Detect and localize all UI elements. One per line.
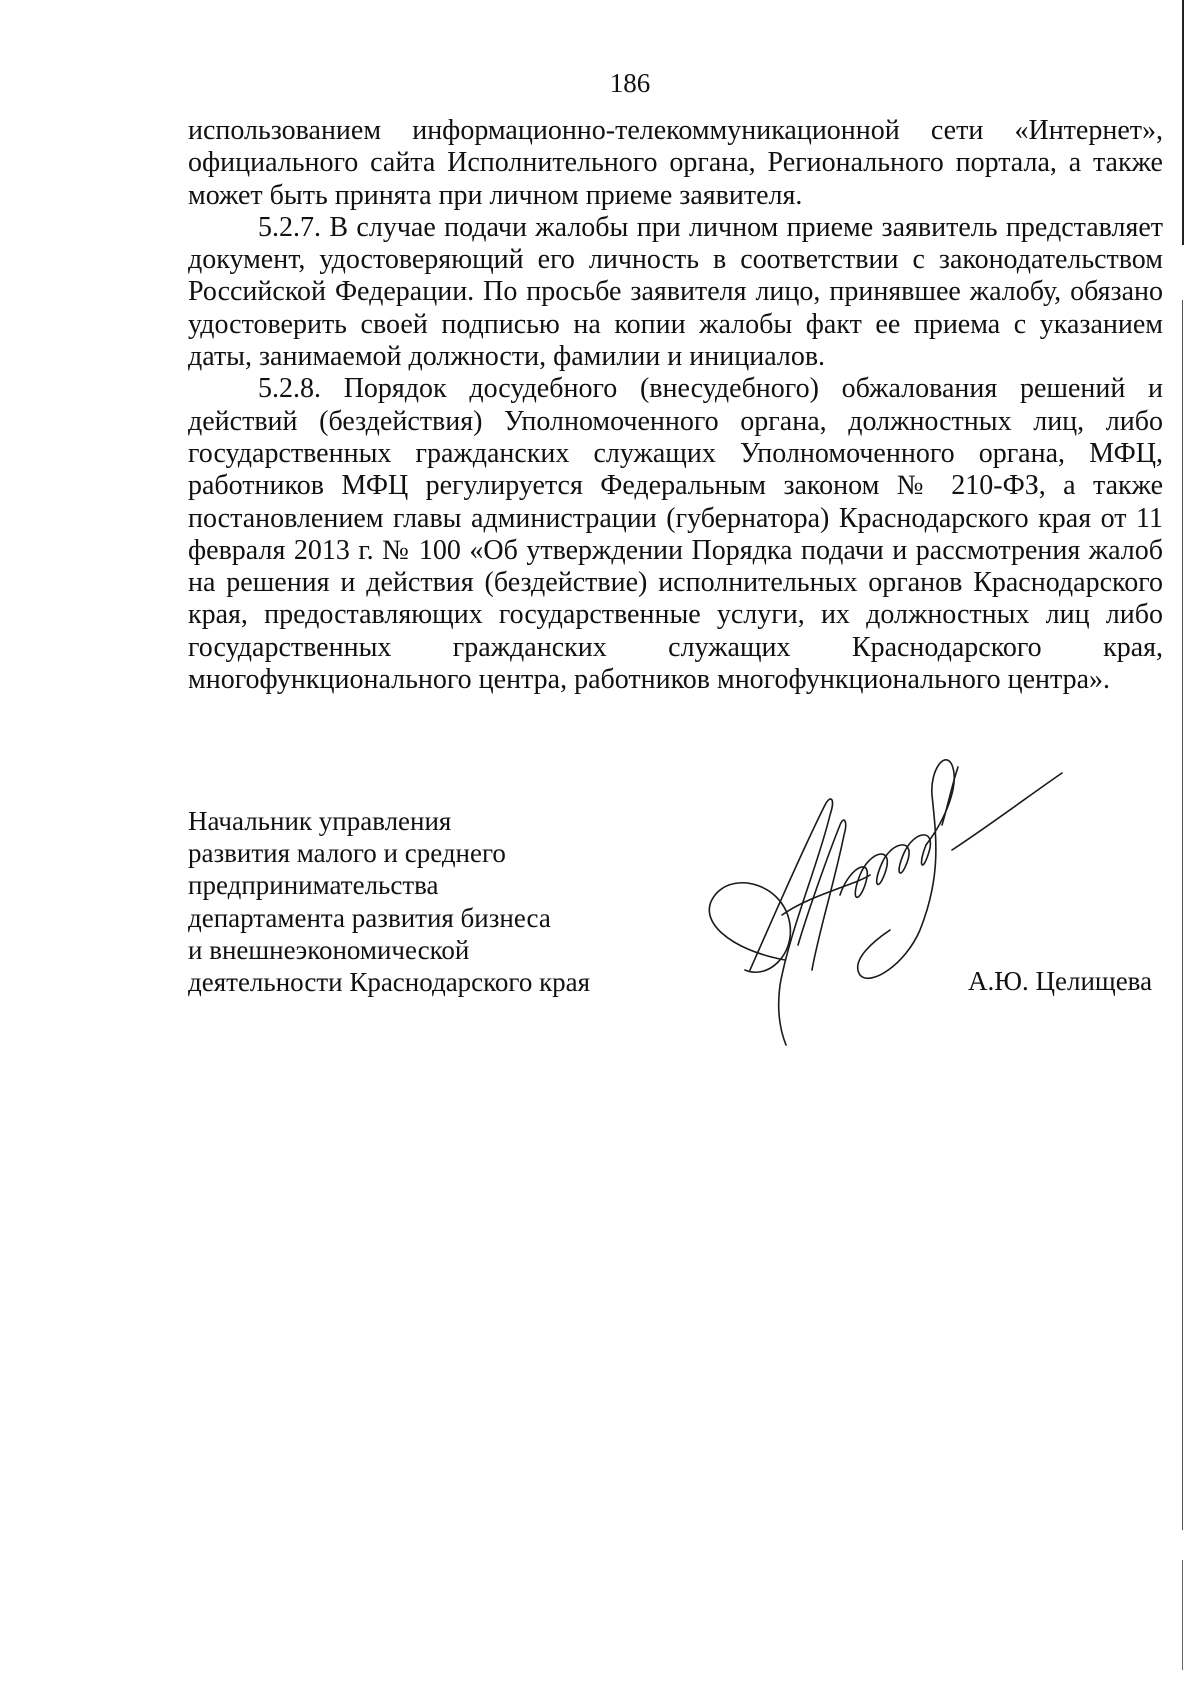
document-body (188, 115, 1163, 696)
scan-edge-line (1182, 0, 1184, 245)
position-line: Начальник управления (188, 806, 452, 836)
scan-edge-line (1182, 1560, 1183, 1670)
scan-edge-line (1182, 300, 1183, 1530)
position-line: развития малого и среднего (188, 838, 506, 869)
paragraph-5-2-8: 5.2.8. Порядок досудебного (внесудебного) обжалования решений и действий (бездействия) Уполномоченного органа, должностных лиц, либо государственных гражданских служащих Уполномоченного органа, МФЦ, работников МФЦ регулируется Федеральным законом № 210-ФЗ, а также постановлением главы администрации (губернатора) Краснодарского края от 11 февраля 2013 г. № 100 «Об утверждении Порядка подачи и рассмотрения жалоб на решения и действия (бездействие) исполнительных органов Краснодарского края, предоставляющих государственные услуги, их должностных лиц либо государственных гражданских служащих Краснодарского края, многофункционального центра, работников многофункционального центра». (188, 373, 1163, 696)
handwritten-signature (690, 755, 1110, 1055)
signer-name: А.Ю. Целищева (968, 966, 1153, 996)
page-number: 186 (609, 68, 651, 98)
position-line: и внешнеэкономической (188, 934, 470, 965)
position-line: предпринимательства (188, 870, 439, 901)
position-line: департамента развития бизнеса (188, 902, 551, 933)
position-line: деятельности Краснодарского края (188, 967, 591, 998)
paragraph-5-2-7: 5.2.7. В случае подачи жалобы при личном приеме заявитель представляет документ, удостоверяющий его личность в соответствии с законодательством Российской Федерации. По просьбе заявителя лицо, принявшее жалобу, обязано удостоверить своей подписью на копии жалобы факт ее приема с указанием даты, занимаемой должности, фамилии и инициалов. (188, 211, 1163, 373)
paragraph-continuation: использованием информационно-телекоммуникационной сети «Интернет», официального сайта Исполнительного органа, Регионального портала, а также может быть принята при личном приеме заявителя. (188, 115, 1163, 211)
signatory-position (188, 805, 590, 998)
